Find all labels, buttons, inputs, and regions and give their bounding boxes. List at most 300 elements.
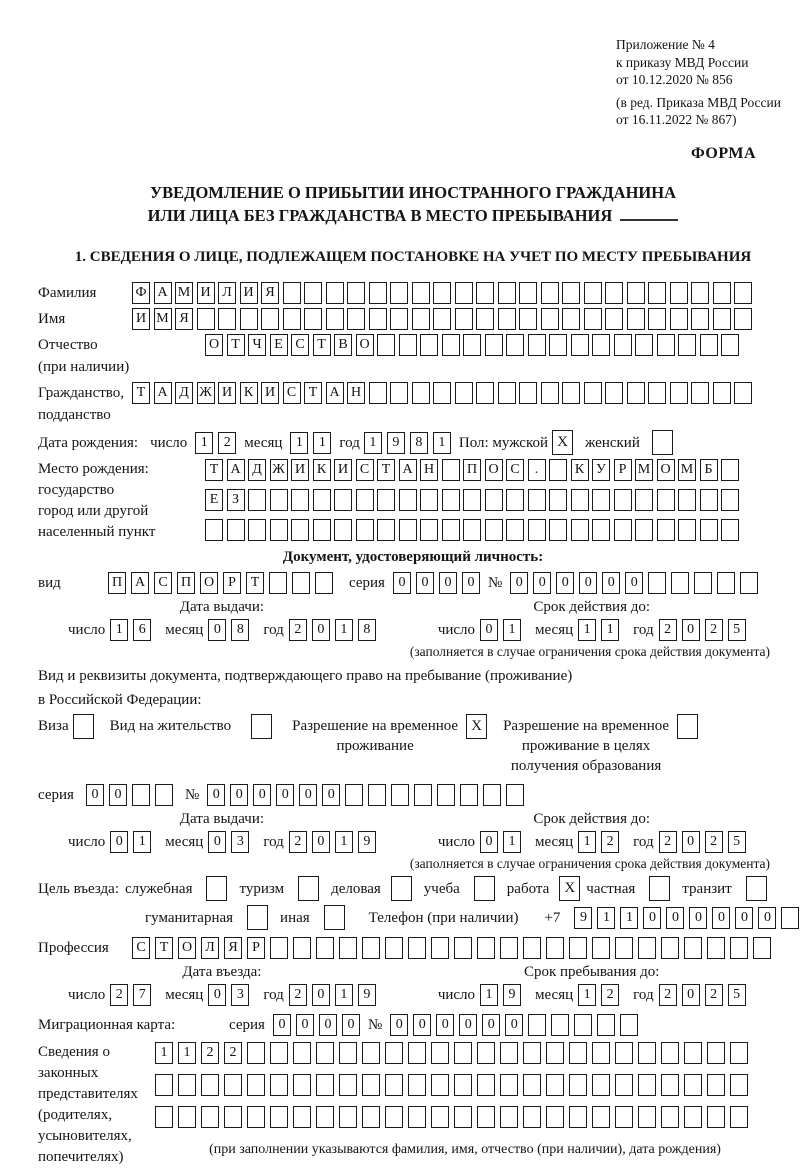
- char-cell[interactable]: Б: [700, 459, 718, 481]
- char-cell[interactable]: О: [178, 937, 196, 959]
- char-cell[interactable]: О: [205, 334, 223, 356]
- char-cell[interactable]: [730, 1074, 748, 1096]
- char-cell[interactable]: 7: [133, 984, 151, 1006]
- char-cell[interactable]: [178, 1106, 196, 1128]
- char-cell[interactable]: [390, 308, 408, 330]
- char-cell[interactable]: [408, 1106, 426, 1128]
- char-cell[interactable]: О: [485, 459, 503, 481]
- char-cell[interactable]: [638, 1106, 656, 1128]
- residence-issue-year-cells[interactable]: [289, 831, 376, 853]
- char-cell[interactable]: [519, 382, 537, 404]
- char-cell[interactable]: [408, 1042, 426, 1064]
- char-cell[interactable]: [546, 937, 564, 959]
- birth-place-cells-row3[interactable]: [205, 519, 739, 541]
- char-cell[interactable]: [721, 459, 739, 481]
- char-cell[interactable]: [670, 382, 688, 404]
- char-cell[interactable]: [362, 1074, 380, 1096]
- phone-cells[interactable]: [574, 907, 799, 929]
- char-cell[interactable]: [519, 282, 537, 304]
- char-cell[interactable]: [523, 1042, 541, 1064]
- doc-issue-year-cells[interactable]: [289, 619, 376, 641]
- char-cell[interactable]: С: [356, 459, 374, 481]
- char-cell[interactable]: [326, 308, 344, 330]
- char-cell[interactable]: [592, 1042, 610, 1064]
- char-cell[interactable]: 0: [758, 907, 776, 929]
- char-cell[interactable]: [201, 1106, 219, 1128]
- char-cell[interactable]: 0: [625, 572, 643, 594]
- char-cell[interactable]: [399, 489, 417, 511]
- char-cell[interactable]: [356, 519, 374, 541]
- char-cell[interactable]: 2: [659, 984, 677, 1006]
- char-cell[interactable]: 0: [682, 831, 700, 853]
- char-cell[interactable]: [454, 937, 472, 959]
- char-cell[interactable]: .: [528, 459, 546, 481]
- char-cell[interactable]: 1: [364, 432, 382, 454]
- char-cell[interactable]: [391, 784, 409, 806]
- char-cell[interactable]: [454, 1042, 472, 1064]
- char-cell[interactable]: 1: [480, 984, 498, 1006]
- char-cell[interactable]: Я: [175, 308, 193, 330]
- char-cell[interactable]: [270, 937, 288, 959]
- char-cell[interactable]: 0: [505, 1014, 523, 1036]
- char-cell[interactable]: [671, 572, 689, 594]
- char-cell[interactable]: [339, 1106, 357, 1128]
- char-cell[interactable]: [132, 784, 150, 806]
- residence-issue-day-cells[interactable]: [110, 831, 151, 853]
- char-cell[interactable]: О: [657, 459, 675, 481]
- doc-expiry-month-cells[interactable]: [578, 619, 619, 641]
- char-cell[interactable]: 9: [358, 984, 376, 1006]
- char-cell[interactable]: [347, 308, 365, 330]
- char-cell[interactable]: 1: [335, 831, 353, 853]
- doc-issue-month-cells[interactable]: [208, 619, 249, 641]
- char-cell[interactable]: Р: [247, 937, 265, 959]
- char-cell[interactable]: [614, 489, 632, 511]
- char-cell[interactable]: [334, 489, 352, 511]
- char-cell[interactable]: И: [132, 308, 150, 330]
- char-cell[interactable]: [551, 1014, 569, 1036]
- char-cell[interactable]: [377, 334, 395, 356]
- doc-series-cells[interactable]: [393, 572, 480, 594]
- char-cell[interactable]: [433, 382, 451, 404]
- char-cell[interactable]: [293, 1074, 311, 1096]
- char-cell[interactable]: [368, 784, 386, 806]
- char-cell[interactable]: [293, 937, 311, 959]
- char-cell[interactable]: [657, 334, 675, 356]
- char-cell[interactable]: [292, 572, 310, 594]
- char-cell[interactable]: А: [154, 282, 172, 304]
- char-cell[interactable]: 0: [207, 784, 225, 806]
- char-cell[interactable]: [549, 489, 567, 511]
- char-cell[interactable]: И: [261, 382, 279, 404]
- char-cell[interactable]: 0: [735, 907, 753, 929]
- char-cell[interactable]: 2: [601, 984, 619, 1006]
- char-cell[interactable]: 0: [643, 907, 661, 929]
- char-cell[interactable]: [562, 282, 580, 304]
- char-cell[interactable]: Т: [155, 937, 173, 959]
- char-cell[interactable]: [485, 334, 503, 356]
- char-cell[interactable]: 0: [459, 1014, 477, 1036]
- char-cell[interactable]: 0: [273, 1014, 291, 1036]
- char-cell[interactable]: [283, 308, 301, 330]
- char-cell[interactable]: 0: [110, 831, 128, 853]
- char-cell[interactable]: [476, 382, 494, 404]
- char-cell[interactable]: [506, 784, 524, 806]
- char-cell[interactable]: [684, 1106, 702, 1128]
- citizenship-cells[interactable]: [132, 382, 752, 404]
- char-cell[interactable]: [485, 489, 503, 511]
- char-cell[interactable]: [605, 382, 623, 404]
- char-cell[interactable]: 0: [312, 984, 330, 1006]
- char-cell[interactable]: [304, 282, 322, 304]
- char-cell[interactable]: [334, 519, 352, 541]
- char-cell[interactable]: 0: [682, 984, 700, 1006]
- char-cell[interactable]: [369, 308, 387, 330]
- char-cell[interactable]: [528, 519, 546, 541]
- char-cell[interactable]: 0: [436, 1014, 454, 1036]
- char-cell[interactable]: 8: [410, 432, 428, 454]
- char-cell[interactable]: Ч: [248, 334, 266, 356]
- char-cell[interactable]: [574, 1014, 592, 1036]
- char-cell[interactable]: [549, 519, 567, 541]
- char-cell[interactable]: [377, 489, 395, 511]
- char-cell[interactable]: [433, 282, 451, 304]
- char-cell[interactable]: Я: [261, 282, 279, 304]
- temp-permit-checkbox[interactable]: X: [466, 714, 487, 739]
- char-cell[interactable]: 0: [602, 572, 620, 594]
- char-cell[interactable]: [201, 1074, 219, 1096]
- char-cell[interactable]: [562, 382, 580, 404]
- char-cell[interactable]: [460, 784, 478, 806]
- doc-issue-day-cells[interactable]: [110, 619, 151, 641]
- char-cell[interactable]: У: [592, 459, 610, 481]
- char-cell[interactable]: [431, 1074, 449, 1096]
- char-cell[interactable]: [420, 489, 438, 511]
- char-cell[interactable]: [224, 1106, 242, 1128]
- residence-expiry-day-cells[interactable]: [480, 831, 521, 853]
- char-cell[interactable]: [700, 489, 718, 511]
- char-cell[interactable]: С: [506, 459, 524, 481]
- char-cell[interactable]: [713, 308, 731, 330]
- char-cell[interactable]: [412, 308, 430, 330]
- char-cell[interactable]: [700, 334, 718, 356]
- char-cell[interactable]: 0: [439, 572, 457, 594]
- char-cell[interactable]: [408, 937, 426, 959]
- char-cell[interactable]: [569, 937, 587, 959]
- char-cell[interactable]: Я: [224, 937, 242, 959]
- char-cell[interactable]: [500, 1074, 518, 1096]
- residence-number-cells[interactable]: [207, 784, 524, 806]
- char-cell[interactable]: [385, 1042, 403, 1064]
- char-cell[interactable]: И: [291, 459, 309, 481]
- char-cell[interactable]: 2: [659, 619, 677, 641]
- char-cell[interactable]: 2: [289, 619, 307, 641]
- char-cell[interactable]: [362, 1042, 380, 1064]
- doc-expiry-year-cells[interactable]: [659, 619, 746, 641]
- char-cell[interactable]: [498, 382, 516, 404]
- char-cell[interactable]: [477, 937, 495, 959]
- char-cell[interactable]: [442, 459, 460, 481]
- purpose-work-checkbox[interactable]: X: [559, 876, 580, 901]
- char-cell[interactable]: [648, 308, 666, 330]
- char-cell[interactable]: М: [154, 308, 172, 330]
- char-cell[interactable]: 2: [289, 984, 307, 1006]
- char-cell[interactable]: [506, 489, 524, 511]
- char-cell[interactable]: 2: [218, 432, 236, 454]
- char-cell[interactable]: [635, 334, 653, 356]
- char-cell[interactable]: [240, 308, 258, 330]
- char-cell[interactable]: [476, 308, 494, 330]
- char-cell[interactable]: [691, 382, 709, 404]
- surname-cells[interactable]: [132, 282, 752, 304]
- purpose-private-checkbox[interactable]: [649, 876, 670, 901]
- char-cell[interactable]: [293, 1106, 311, 1128]
- representatives-cells-row1[interactable]: [155, 1042, 748, 1064]
- char-cell[interactable]: [316, 1042, 334, 1064]
- char-cell[interactable]: О: [200, 572, 218, 594]
- char-cell[interactable]: [627, 382, 645, 404]
- char-cell[interactable]: [694, 572, 712, 594]
- char-cell[interactable]: [247, 1042, 265, 1064]
- char-cell[interactable]: П: [108, 572, 126, 594]
- char-cell[interactable]: 2: [224, 1042, 242, 1064]
- char-cell[interactable]: [528, 489, 546, 511]
- char-cell[interactable]: 0: [208, 831, 226, 853]
- char-cell[interactable]: Ж: [197, 382, 215, 404]
- profession-cells[interactable]: [132, 937, 771, 959]
- char-cell[interactable]: [717, 572, 735, 594]
- char-cell[interactable]: [707, 1042, 725, 1064]
- char-cell[interactable]: [691, 308, 709, 330]
- char-cell[interactable]: 0: [416, 572, 434, 594]
- char-cell[interactable]: [657, 489, 675, 511]
- char-cell[interactable]: [339, 937, 357, 959]
- char-cell[interactable]: 0: [480, 831, 498, 853]
- char-cell[interactable]: [670, 308, 688, 330]
- char-cell[interactable]: [316, 1106, 334, 1128]
- char-cell[interactable]: [700, 519, 718, 541]
- char-cell[interactable]: [270, 1106, 288, 1128]
- char-cell[interactable]: [592, 937, 610, 959]
- char-cell[interactable]: [569, 1042, 587, 1064]
- char-cell[interactable]: 0: [393, 572, 411, 594]
- char-cell[interactable]: К: [313, 459, 331, 481]
- char-cell[interactable]: 0: [579, 572, 597, 594]
- char-cell[interactable]: [684, 937, 702, 959]
- char-cell[interactable]: [638, 1074, 656, 1096]
- char-cell[interactable]: 0: [299, 784, 317, 806]
- char-cell[interactable]: [549, 334, 567, 356]
- char-cell[interactable]: [414, 784, 432, 806]
- char-cell[interactable]: 2: [601, 831, 619, 853]
- char-cell[interactable]: [523, 1074, 541, 1096]
- char-cell[interactable]: [661, 1106, 679, 1128]
- char-cell[interactable]: [155, 784, 173, 806]
- char-cell[interactable]: [707, 1074, 725, 1096]
- char-cell[interactable]: [541, 382, 559, 404]
- char-cell[interactable]: П: [177, 572, 195, 594]
- entry-day-cells[interactable]: [110, 984, 151, 1006]
- sex-female-checkbox[interactable]: [652, 430, 673, 455]
- char-cell[interactable]: 0: [276, 784, 294, 806]
- char-cell[interactable]: [455, 282, 473, 304]
- char-cell[interactable]: 2: [659, 831, 677, 853]
- char-cell[interactable]: [463, 489, 481, 511]
- char-cell[interactable]: 1: [195, 432, 213, 454]
- char-cell[interactable]: 0: [322, 784, 340, 806]
- char-cell[interactable]: 2: [705, 831, 723, 853]
- char-cell[interactable]: [270, 489, 288, 511]
- birth-place-cells-row1[interactable]: [205, 459, 739, 481]
- char-cell[interactable]: [224, 1074, 242, 1096]
- char-cell[interactable]: Т: [227, 334, 245, 356]
- char-cell[interactable]: И: [197, 282, 215, 304]
- char-cell[interactable]: 2: [705, 619, 723, 641]
- char-cell[interactable]: [648, 382, 666, 404]
- char-cell[interactable]: [218, 308, 236, 330]
- char-cell[interactable]: [569, 1074, 587, 1096]
- char-cell[interactable]: [205, 519, 223, 541]
- char-cell[interactable]: А: [131, 572, 149, 594]
- char-cell[interactable]: [528, 1014, 546, 1036]
- char-cell[interactable]: 9: [387, 432, 405, 454]
- char-cell[interactable]: И: [240, 282, 258, 304]
- purpose-study-checkbox[interactable]: [474, 876, 495, 901]
- char-cell[interactable]: 8: [231, 619, 249, 641]
- char-cell[interactable]: 0: [208, 619, 226, 641]
- char-cell[interactable]: [431, 1106, 449, 1128]
- char-cell[interactable]: [463, 334, 481, 356]
- char-cell[interactable]: А: [154, 382, 172, 404]
- char-cell[interactable]: [270, 519, 288, 541]
- char-cell[interactable]: [713, 282, 731, 304]
- stay-year-cells[interactable]: [659, 984, 746, 1006]
- migration-series-cells[interactable]: [273, 1014, 360, 1036]
- char-cell[interactable]: [523, 1106, 541, 1128]
- char-cell[interactable]: Е: [270, 334, 288, 356]
- char-cell[interactable]: 1: [578, 831, 596, 853]
- char-cell[interactable]: [339, 1042, 357, 1064]
- char-cell[interactable]: [412, 382, 430, 404]
- char-cell[interactable]: [500, 1042, 518, 1064]
- char-cell[interactable]: [178, 1074, 196, 1096]
- char-cell[interactable]: [734, 282, 752, 304]
- char-cell[interactable]: И: [334, 459, 352, 481]
- char-cell[interactable]: [571, 519, 589, 541]
- char-cell[interactable]: 0: [390, 1014, 408, 1036]
- char-cell[interactable]: [734, 382, 752, 404]
- char-cell[interactable]: [313, 519, 331, 541]
- char-cell[interactable]: [442, 519, 460, 541]
- entry-month-cells[interactable]: [208, 984, 249, 1006]
- char-cell[interactable]: [304, 308, 322, 330]
- char-cell[interactable]: [549, 459, 567, 481]
- purpose-official-checkbox[interactable]: [206, 876, 227, 901]
- char-cell[interactable]: [684, 1042, 702, 1064]
- char-cell[interactable]: [385, 937, 403, 959]
- purpose-other-checkbox[interactable]: [324, 905, 345, 930]
- char-cell[interactable]: [454, 1106, 472, 1128]
- char-cell[interactable]: [730, 937, 748, 959]
- char-cell[interactable]: [684, 1074, 702, 1096]
- char-cell[interactable]: 0: [230, 784, 248, 806]
- char-cell[interactable]: [615, 937, 633, 959]
- char-cell[interactable]: 0: [482, 1014, 500, 1036]
- char-cell[interactable]: 1: [335, 984, 353, 1006]
- char-cell[interactable]: [657, 519, 675, 541]
- char-cell[interactable]: [316, 937, 334, 959]
- residence-series-cells[interactable]: [86, 784, 173, 806]
- stay-month-cells[interactable]: [578, 984, 619, 1006]
- char-cell[interactable]: Т: [304, 382, 322, 404]
- char-cell[interactable]: [541, 308, 559, 330]
- char-cell[interactable]: [592, 1106, 610, 1128]
- char-cell[interactable]: [369, 382, 387, 404]
- char-cell[interactable]: 1: [578, 984, 596, 1006]
- char-cell[interactable]: [477, 1074, 495, 1096]
- char-cell[interactable]: [571, 489, 589, 511]
- char-cell[interactable]: [247, 1074, 265, 1096]
- char-cell[interactable]: 9: [574, 907, 592, 929]
- char-cell[interactable]: [546, 1106, 564, 1128]
- char-cell[interactable]: [362, 1106, 380, 1128]
- char-cell[interactable]: [721, 334, 739, 356]
- birth-place-cells-row2[interactable]: [205, 489, 739, 511]
- residence-expiry-year-cells[interactable]: [659, 831, 746, 853]
- stay-day-cells[interactable]: [480, 984, 521, 1006]
- char-cell[interactable]: [734, 308, 752, 330]
- char-cell[interactable]: 5: [728, 619, 746, 641]
- char-cell[interactable]: 2: [110, 984, 128, 1006]
- char-cell[interactable]: Н: [420, 459, 438, 481]
- char-cell[interactable]: Л: [218, 282, 236, 304]
- char-cell[interactable]: [261, 308, 279, 330]
- char-cell[interactable]: 1: [290, 432, 308, 454]
- char-cell[interactable]: [476, 282, 494, 304]
- char-cell[interactable]: 0: [556, 572, 574, 594]
- char-cell[interactable]: [291, 519, 309, 541]
- char-cell[interactable]: Л: [201, 937, 219, 959]
- char-cell[interactable]: [316, 1074, 334, 1096]
- char-cell[interactable]: [730, 1042, 748, 1064]
- entry-year-cells[interactable]: [289, 984, 376, 1006]
- char-cell[interactable]: 0: [510, 572, 528, 594]
- char-cell[interactable]: [442, 489, 460, 511]
- migration-number-cells[interactable]: [390, 1014, 638, 1036]
- char-cell[interactable]: А: [227, 459, 245, 481]
- char-cell[interactable]: [269, 572, 287, 594]
- char-cell[interactable]: Ф: [132, 282, 150, 304]
- char-cell[interactable]: Т: [205, 459, 223, 481]
- edu-permit-checkbox[interactable]: [677, 714, 698, 739]
- char-cell[interactable]: Е: [205, 489, 223, 511]
- char-cell[interactable]: [248, 519, 266, 541]
- char-cell[interactable]: [661, 1074, 679, 1096]
- char-cell[interactable]: 1: [335, 619, 353, 641]
- char-cell[interactable]: [614, 519, 632, 541]
- char-cell[interactable]: 2: [705, 984, 723, 1006]
- char-cell[interactable]: [270, 1042, 288, 1064]
- given-name-cells[interactable]: [132, 308, 752, 330]
- char-cell[interactable]: [528, 334, 546, 356]
- char-cell[interactable]: 0: [253, 784, 271, 806]
- char-cell[interactable]: [678, 489, 696, 511]
- char-cell[interactable]: [519, 308, 537, 330]
- doc-expiry-day-cells[interactable]: [480, 619, 521, 641]
- birth-year-cells[interactable]: [364, 432, 451, 454]
- residence-expiry-month-cells[interactable]: [578, 831, 619, 853]
- char-cell[interactable]: 1: [433, 432, 451, 454]
